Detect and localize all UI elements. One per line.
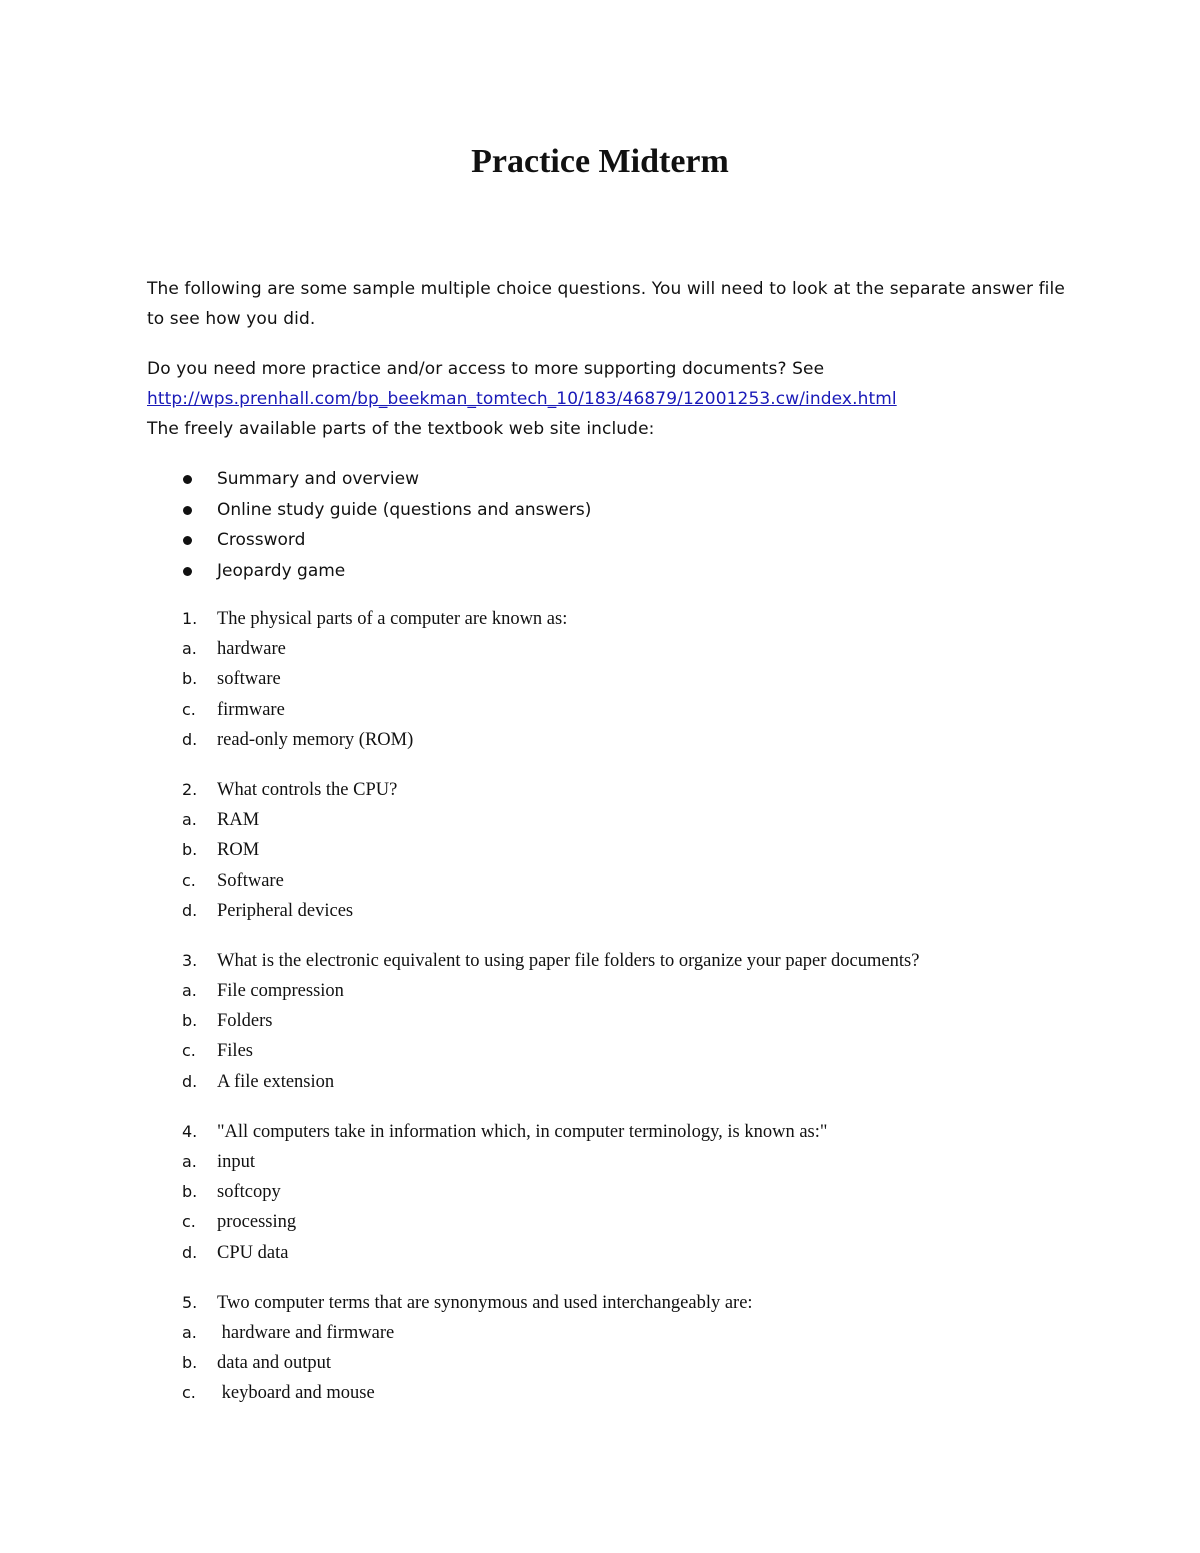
option-letter: d.: [182, 1071, 198, 1091]
bullet-icon: [183, 567, 192, 576]
answer-option: [147, 1348, 1107, 1378]
answer-option: [147, 695, 1107, 725]
option-text: RAM: [217, 810, 260, 831]
option-text: Files: [217, 1041, 253, 1062]
list-item-label: Crossword: [217, 530, 306, 550]
option-letter: c.: [182, 1383, 196, 1403]
answer-option: [147, 1036, 1107, 1066]
question-text: "All computers take in information which, in computer terminology, is known as:": [217, 1121, 828, 1142]
option-text: Folders: [217, 1011, 273, 1032]
bullet-icon: [183, 536, 192, 545]
option-letter: b.: [182, 1011, 198, 1031]
answer-option: [147, 1207, 1107, 1237]
option-text: CPU data: [217, 1242, 289, 1263]
list-item-label: Jeopardy game: [217, 560, 346, 581]
list-item-label: Summary and overview: [217, 469, 419, 489]
textbook-site-link[interactable]: http://wps.prenhall.com/bp_beekman_tomtech_10/183/46879/12001253.cw/index.html: [147, 389, 897, 409]
option-text: Peripheral devices: [217, 900, 354, 921]
option-letter: b.: [182, 1353, 198, 1373]
option-letter: b.: [182, 1182, 198, 1202]
answer-option: [147, 1147, 1107, 1177]
question-number: 2.: [182, 779, 198, 799]
answer-option: [147, 896, 1107, 926]
practice-section: [147, 354, 1067, 444]
option-text: keyboard and mouse: [217, 1383, 375, 1404]
answer-option: [147, 835, 1107, 865]
question-number: 1.: [182, 609, 198, 628]
question-3: [147, 946, 1107, 1097]
question-text: The physical parts of a computer are known as:: [217, 609, 568, 629]
intro-paragraph: The following are some sample multiple choice questions. You will need to look at the separate answer file to see how you did.: [147, 279, 1065, 329]
question-stem: [147, 1288, 1107, 1318]
option-letter: d.: [182, 1242, 198, 1262]
resource-list: [147, 464, 591, 586]
answer-option: [147, 634, 1107, 664]
practice-prompt: Do you need more practice and/or access to more supporting documents? See: [147, 359, 825, 379]
question-stem: [147, 1117, 1107, 1147]
option-letter: c.: [182, 1041, 196, 1061]
question-list: [147, 604, 1107, 1429]
option-letter: b.: [182, 669, 198, 689]
answer-option: [147, 866, 1107, 896]
option-text: input: [217, 1152, 256, 1172]
question-number: 4.: [182, 1121, 198, 1141]
question-text: What controls the CPU?: [217, 779, 398, 800]
answer-option: [147, 805, 1107, 835]
list-item: [147, 525, 591, 556]
answer-option: [147, 1067, 1107, 1097]
question-stem: [147, 775, 1107, 805]
question-4: [147, 1117, 1107, 1268]
option-text: Software: [217, 870, 284, 891]
list-item: [147, 556, 591, 587]
question-1: [147, 604, 1107, 755]
question-2: [147, 775, 1107, 926]
list-item-label: Online study guide (questions and answers): [217, 499, 592, 520]
option-letter: a.: [182, 1322, 197, 1342]
question-number: 3.: [182, 950, 198, 970]
option-text: processing: [217, 1212, 297, 1233]
question-stem: [147, 946, 1107, 976]
option-text: data and output: [217, 1353, 332, 1374]
answer-option: [147, 1378, 1107, 1408]
question-stem: [147, 604, 1107, 634]
question-text: What is the electronic equivalent to using paper file folders to organize your paper documents?: [217, 950, 920, 971]
option-text: softcopy: [217, 1182, 281, 1203]
question-5: [147, 1288, 1107, 1409]
option-text: hardware and firmware: [217, 1322, 395, 1343]
option-text: ROM: [217, 840, 260, 861]
option-text: software: [217, 669, 281, 690]
answer-option: [147, 1318, 1107, 1348]
answer-option: [147, 1238, 1107, 1268]
option-letter: d.: [182, 729, 198, 749]
answer-option: [147, 976, 1107, 1006]
option-text: A file extension: [217, 1071, 335, 1092]
option-letter: c.: [182, 699, 196, 719]
answer-option: [147, 1006, 1107, 1036]
option-text: firmware: [217, 699, 285, 720]
answer-option: [147, 664, 1107, 694]
list-item: [147, 495, 591, 526]
option-letter: a.: [182, 810, 197, 830]
option-letter: b.: [182, 840, 198, 860]
bullet-icon: [183, 506, 192, 515]
option-letter: d.: [182, 900, 198, 920]
page-title: Practice Midterm: [471, 143, 729, 180]
option-letter: c.: [182, 870, 196, 890]
list-item: [147, 464, 591, 495]
option-letter: a.: [182, 1152, 197, 1171]
answer-option: [147, 725, 1107, 755]
bullet-icon: [183, 475, 192, 484]
answer-option: [147, 1177, 1107, 1207]
option-letter: a.: [182, 639, 197, 659]
question-text: Two computer terms that are synonymous and used interchangeably are:: [217, 1292, 753, 1313]
option-text: File compression: [217, 981, 344, 1002]
question-number: 5.: [182, 1292, 198, 1312]
option-letter: c.: [182, 1212, 196, 1232]
option-letter: a.: [182, 981, 197, 1001]
option-text: read-only memory (ROM): [217, 729, 414, 750]
option-text: hardware: [217, 639, 286, 660]
freely-available-text: The freely available parts of the textbook web site include:: [147, 419, 655, 439]
